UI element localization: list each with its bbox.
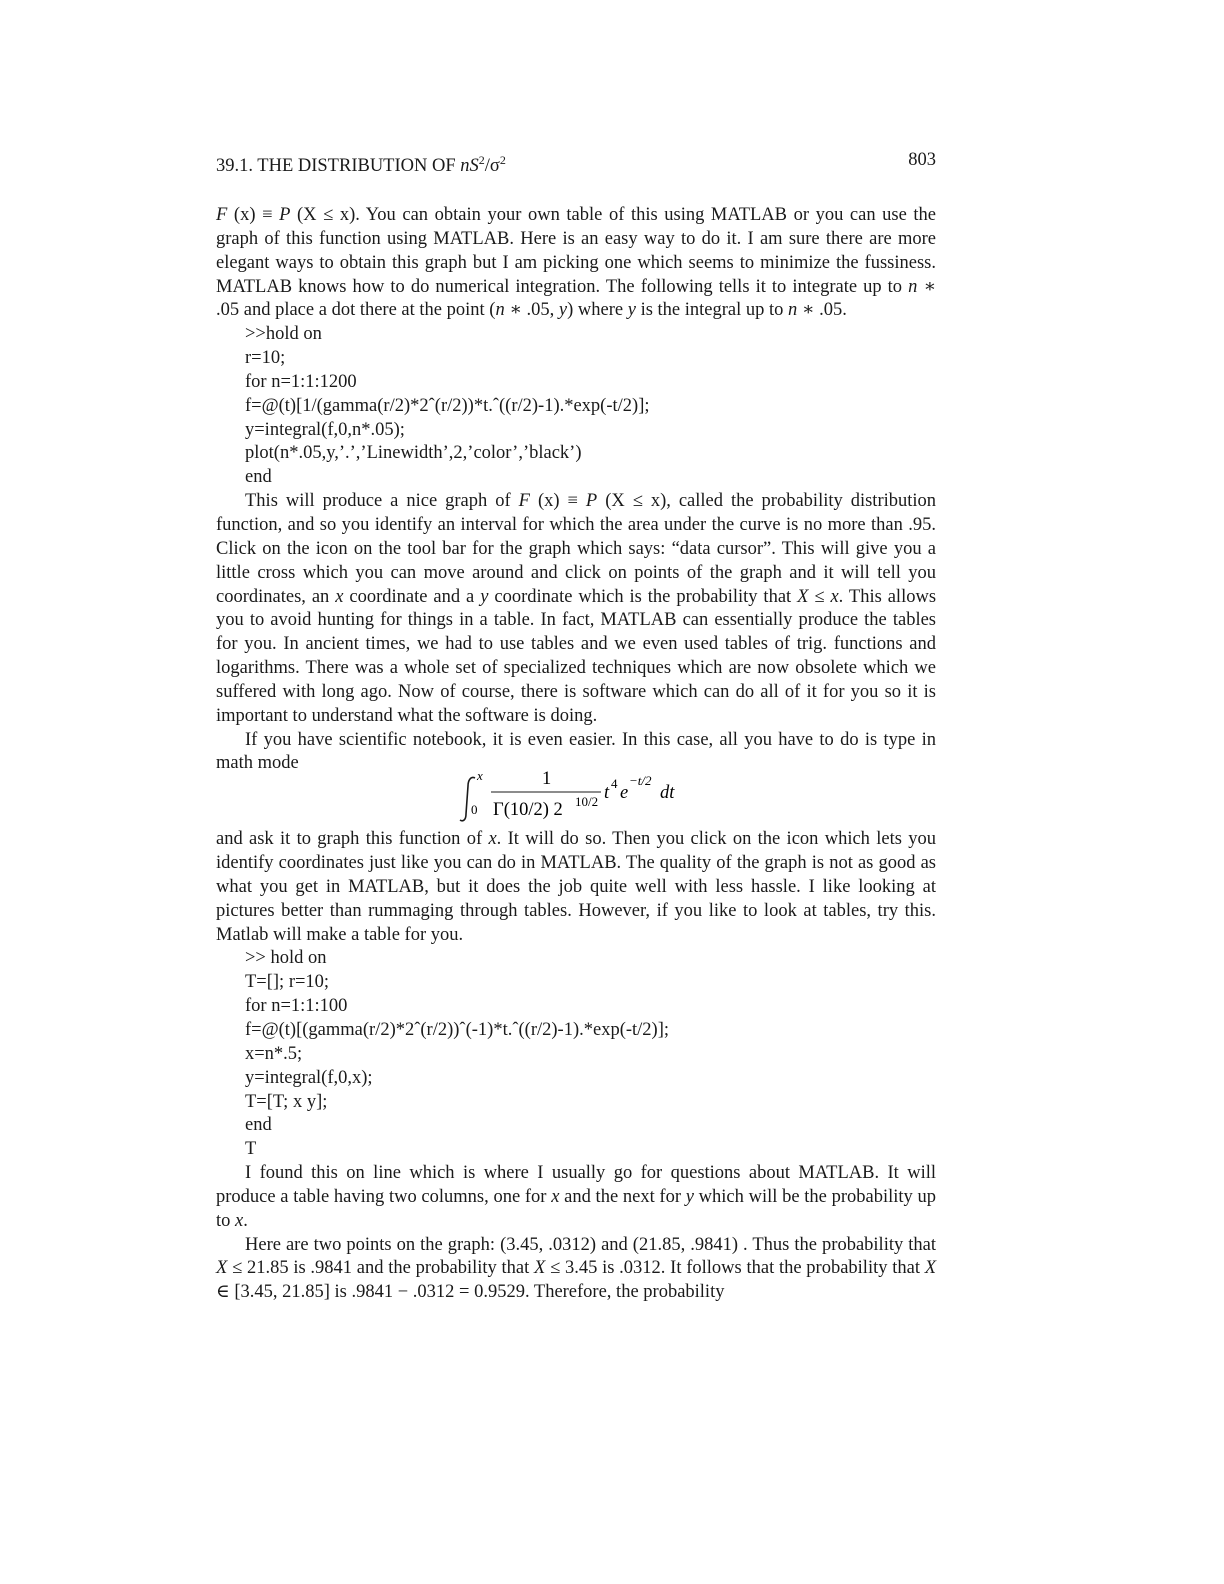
integral-formula (216, 768, 936, 828)
paragraph-3: If you have scientific notebook, it is even easier. In this case, all you have to do is type in math mode (216, 729, 936, 774)
code-line: >>hold on (245, 324, 322, 345)
code-line: end (245, 1115, 272, 1136)
paragraph-6: Here are two points on the graph: (3.45, .0312) and (21.85, .9841) . Thus the probability that X ≤ 21.85 is .9841 and the probability that X ≤ 3.45 is .0312. It follows that the probability that X ∈ [3.45, 21.85] is .9841 − .0312 = 0.9529. Therefore, the probability (216, 1234, 937, 1303)
page-number: 803 (908, 150, 936, 170)
paragraph-1: F (x) ≡ P (X ≤ x). You can obtain your own table of this using MATLAB or you can use the graph of this function using MATLAB. Here is an easy way to do it. I am sure there are more elegant ways to obtain this graph but I am picking one which seems to minimize the fussiness. MATLAB knows how to do numerical integration. The following tells it to integrate up to n ∗ .05 and place a dot there at the point (n ∗ .05, y) where y is the integral up to n ∗ .05. (216, 205, 937, 321)
differential-dt: dt (660, 783, 675, 804)
code-line: plot(n*.05,y,’.’,’Linewidth’,2,’color’,’black’) (245, 443, 582, 464)
code-line: for n=1:1:1200 (245, 371, 357, 392)
code-line: end (245, 467, 272, 488)
code-line: f=@(t)[(gamma(r/2)*2ˆ(r/2))ˆ(-1)*t.ˆ((r/2)-1).*exp(-t/2)]; (245, 1020, 670, 1040)
code-line: >> hold on (245, 948, 327, 969)
fraction-numerator: 1 (542, 769, 552, 790)
code-line: x=n*.5; (245, 1043, 303, 1064)
integral-formula-svg (461, 768, 721, 830)
section-title: 39.1. THE DISTRIBUTION OF $nS^2/\sigma^2$ (216, 153, 506, 177)
code-line: r=10; (245, 348, 286, 369)
paragraph-4: and ask it to graph this function of x. It will do so. Then you click on the icon which lets you identify coordinates just like you can do in MATLAB. The quality of the graph is not as good as what you get in MATLAB, but it does the job quite well with less hassle. I like looking at pictures better than rummaging through tables. However, if you like to look at tables, try this. Matlab will make a table for you. (216, 829, 936, 945)
fraction-denominator-exponent: 10/2 (575, 794, 599, 810)
code-line: y=integral(f,0,n*.05); (245, 419, 405, 440)
paragraph-2: This will produce a nice graph of F (x) ≡ P (X ≤ x), called the probability distribution function, and so you identify an interval for which the area under the curve is no more than .95. Click on the icon on the tool bar for the graph which says: “data cursor”. This will give you a little cross which you can move around and click on points of the graph and it will tell you coordinates, an x coordinate and a y coordinate which is the probability that X ≤ x. This allows you to avoid hunting for things in a table. In fact, MATLAB can essentially produce the tables for you. In ancient times, we had to use tables and we even used tables of trig. functions and logarithms. There was a whole set of specialized techniques which are now obsolete which we suffered with long ago. Now of course, there is software which can do all of it for you so it is important to understand what the software is doing. (216, 491, 937, 726)
e-exponent: −t/2 (629, 773, 652, 789)
code-line: T=[]; r=10; (245, 972, 330, 993)
code-line: y=integral(f,0,x); (245, 1067, 373, 1088)
fraction-denominator: Γ(10/2) 2 (493, 800, 563, 821)
integral-lower-limit: 0 (471, 802, 478, 818)
paragraph-5: I found this on line which is where I usually go for questions about MATLAB. It will produce a table having two columns, one for x and the next for y which will be the probability up to x. (216, 1163, 936, 1231)
t-exponent: 4 (611, 776, 618, 792)
matlab-code-block-2 (245, 947, 936, 1162)
e-constant: e (620, 783, 629, 804)
code-line: for n=1:1:100 (245, 996, 348, 1017)
matlab-code-block-1 (245, 323, 936, 490)
code-line: T (245, 1139, 257, 1160)
integral-upper-limit: x (477, 768, 483, 784)
code-line: T=[T; x y]; (245, 1091, 328, 1112)
code-line: f=@(t)[1/(gamma(r/2)*2ˆ(r/2))*t.ˆ((r/2)-1).*exp(-t/2)]; (245, 395, 650, 416)
body-text (216, 204, 936, 1305)
t-variable: t (604, 783, 610, 804)
running-header (216, 148, 936, 177)
